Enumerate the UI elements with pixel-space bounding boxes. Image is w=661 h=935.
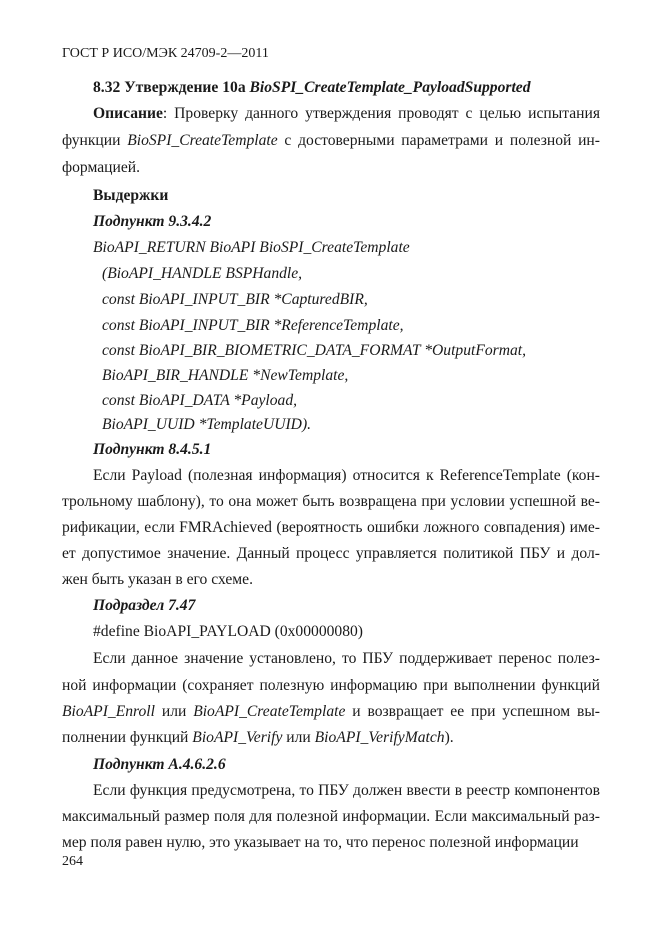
section-heading [93, 78, 600, 98]
description-line: формацией. [62, 159, 140, 176]
paragraph-line: максимальный размер поля для полезной информации. Если максимальный раз- [62, 808, 600, 825]
section-number: 8.32 [93, 79, 121, 96]
paragraph-line: Если данное значение установлено, то ПБУ поддерживает перенос полез- [93, 650, 600, 667]
section-function-name: BioSPI_CreateTemplate_PayloadSupported [249, 79, 531, 96]
section-title: Утверждение 10a [124, 79, 246, 96]
code-line: const BioAPI_DATA *Payload, [102, 392, 298, 409]
code-line: BioAPI_BIR_HANDLE *NewTemplate, [102, 367, 349, 384]
code-line: BioAPI_RETURN BioAPI BioSPI_CreateTemplate [93, 239, 410, 256]
subsection-heading: Подраздел 7.47 [93, 597, 196, 614]
code-line: const BioAPI_INPUT_BIR *ReferenceTemplate, [102, 317, 404, 334]
paragraph-line: трольному шаблону), то она может быть возвращена при условии успешной ве- [62, 493, 600, 510]
paragraph-line: Если функция предусмотрена, то ПБУ должен ввести в реестр компонентов [93, 782, 600, 799]
code-line: BioAPI_UUID *TemplateUUID). [102, 416, 312, 433]
paragraph-line: рификации, если FMRAchieved (вероятность ошибки ложного совпадения) име- [62, 519, 600, 536]
paragraph-line: BioAPI_Enroll или BioAPI_CreateTemplate и возвращает ее при успешном вы- [62, 703, 600, 720]
subsection-heading: Подпункт A.4.6.2.6 [93, 756, 226, 773]
code-line: (BioAPI_HANDLE BSPHandle, [102, 265, 303, 282]
code-line: const BioAPI_INPUT_BIR *CapturedBIR, [102, 291, 368, 308]
document-header: ГОСТ Р ИСО/МЭК 24709-2—2011 [62, 46, 269, 61]
subsection-heading: Подпункт 8.4.5.1 [93, 441, 212, 458]
define-line: #define BioAPI_PAYLOAD (0x00000080) [93, 623, 364, 640]
paragraph-line: Если Payload (полезная информация) относится к ReferenceTemplate (кон- [93, 467, 600, 484]
page-number: 264 [62, 854, 83, 869]
excerpts-heading: Выдержки [93, 187, 169, 204]
paragraph-line: ной информации (сохраняет полезную информацию при выполнении функций [62, 677, 600, 694]
description-label: Описание [93, 105, 163, 122]
description-line: функции BioSPI_CreateTemplate с достоверными параметрами и полезной ин- [62, 132, 600, 149]
description-line: Описание: Проверку данного утверждения проводят с целью испытания [93, 105, 600, 122]
code-line: const BioAPI_BIR_BIOMETRIC_DATA_FORMAT *OutputFormat, [102, 342, 527, 359]
paragraph-line: жен быть указан в его схеме. [62, 571, 253, 588]
paragraph-line: полнении функций BioAPI_Verify или BioAPI_VerifyMatch). [62, 729, 454, 746]
paragraph-line: мер поля равен нулю, это указывает на то, что перенос полезной информации [62, 834, 579, 851]
paragraph-line: ет допустимое значение. Данный процесс управляется политикой ПБУ и дол- [62, 545, 600, 562]
subsection-heading: Подпункт 9.3.4.2 [93, 213, 212, 230]
